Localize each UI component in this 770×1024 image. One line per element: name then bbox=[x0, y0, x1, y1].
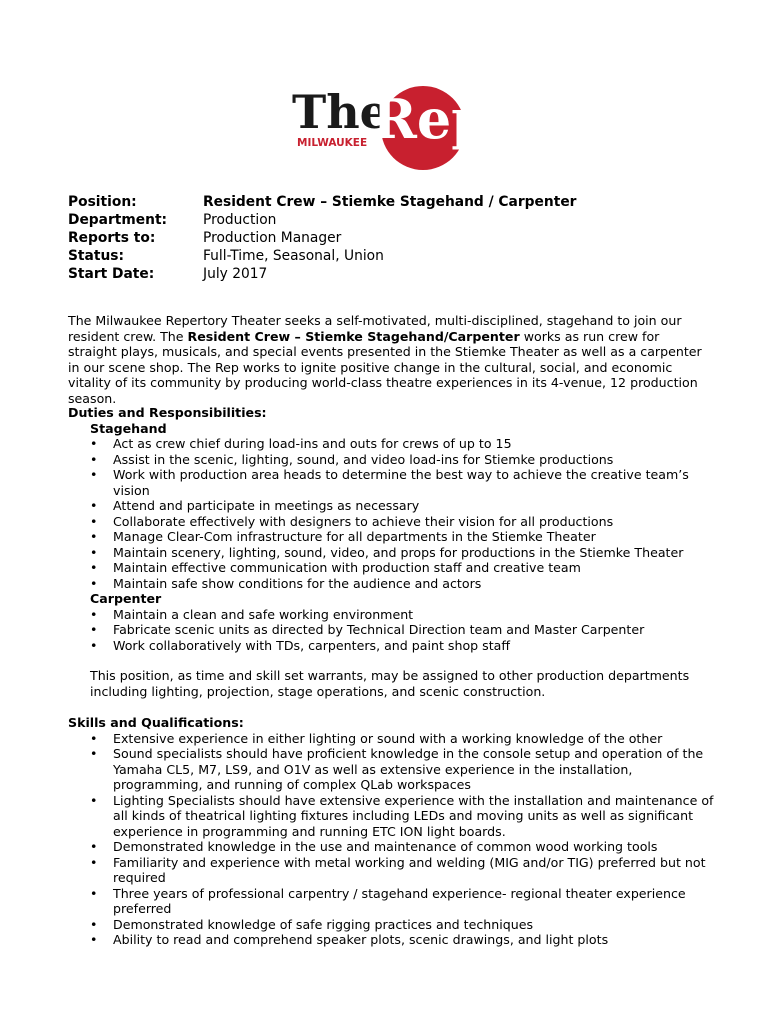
list-item-text: Manage Clear-Com infrastructure for all departments in the Stiemke Theater bbox=[113, 529, 596, 544]
bullet: • bbox=[90, 637, 98, 653]
list-item-text: Sound specialists should have proficient knowledge in the console setup and operation of the Yamaha CL5, M7, LS9, and O1V as well as extensive experience in the installation, programming, and running of complex QLab workspaces bbox=[113, 746, 704, 792]
meta-value: Production Manager bbox=[203, 230, 342, 246]
list-item bbox=[68, 498, 718, 514]
duties-section bbox=[68, 405, 718, 699]
meta-row-department bbox=[68, 211, 718, 229]
list-item bbox=[68, 514, 718, 530]
list-item bbox=[68, 622, 718, 638]
intro-text-after: works as run crew for straight plays, musicals, and special events presented in the Stiemke Theater as well as a carpenter in our scene shop. The Rep works to ignite positive change in the cultural, social, and economic vitality of its community by producing world-class theatre experiences in its 4-venue, 12 production season. bbox=[68, 328, 702, 406]
bullet: • bbox=[90, 932, 98, 947]
meta-value: Full-Time, Seasonal, Union bbox=[203, 248, 384, 264]
list-item-text: Ability to read and comprehend speaker plots, scenic drawings, and light plots bbox=[113, 932, 609, 947]
list-item-text: Maintain a clean and safe working environment bbox=[113, 606, 414, 622]
list-item bbox=[68, 576, 718, 592]
logo-the-text: The bbox=[292, 85, 389, 139]
meta-label: Position: bbox=[68, 194, 137, 210]
meta-label: Reports to: bbox=[68, 230, 156, 246]
meta-label: Start Date: bbox=[68, 266, 155, 282]
meta-row-status bbox=[68, 247, 718, 265]
list-item bbox=[68, 746, 718, 793]
list-item-text: Familiarity and experience with metal working and welding (MIG and/or TIG) preferred but not required bbox=[113, 854, 706, 885]
list-item-text: Act as crew chief during load-ins and outs for crews of up to 15 bbox=[113, 436, 512, 451]
logo-graphic bbox=[292, 78, 478, 170]
list-item bbox=[68, 436, 718, 452]
list-item bbox=[68, 607, 718, 623]
stagehand-title: Stagehand bbox=[90, 420, 167, 436]
bullet: • bbox=[90, 792, 98, 808]
list-item-text: Work with production area heads to determine the best way to achieve the creative team’s vision bbox=[113, 467, 689, 498]
list-item-text: Maintain scenery, lighting, sound, video, and props for productions in the Stiemke Theater bbox=[113, 544, 684, 560]
intro-paragraph bbox=[68, 313, 708, 406]
assignment-note: This position, as time and skill set warrants, may be assigned to other production departments including lighting, projection, stage operations, and scenic construction. bbox=[90, 668, 690, 699]
the-rep-logo bbox=[292, 78, 478, 170]
meta-label: Department: bbox=[68, 212, 168, 228]
list-item bbox=[68, 855, 718, 886]
list-item-text: Work collaboratively with TDs, carpenters, and paint shop staff bbox=[113, 637, 511, 653]
list-item-text: Extensive experience in either lighting or sound with a working knowledge of the other bbox=[113, 730, 663, 746]
bullet: • bbox=[90, 606, 98, 622]
stagehand-list bbox=[68, 436, 718, 591]
carpenter-title: Carpenter bbox=[90, 591, 162, 606]
bullet: • bbox=[90, 513, 98, 529]
intro-text-bold: Resident Crew – Stiemke Stagehand/Carpenter bbox=[187, 328, 520, 344]
list-item bbox=[68, 560, 718, 576]
carpenter-list bbox=[68, 607, 718, 654]
meta-row-start-date bbox=[68, 265, 718, 283]
list-item bbox=[68, 793, 718, 840]
list-item-text: Demonstrated knowledge in the use and maintenance of common wood working tools bbox=[113, 839, 658, 854]
bullet: • bbox=[90, 498, 98, 513]
list-item-text: Collaborate effectively with designers to achieve their vision for all productions bbox=[113, 513, 614, 529]
list-item bbox=[68, 638, 718, 654]
bullet: • bbox=[90, 622, 98, 637]
bullet: • bbox=[90, 451, 98, 467]
meta-value: Resident Crew – Stiemke Stagehand / Carpenter bbox=[203, 194, 577, 210]
bullet: • bbox=[90, 560, 98, 575]
list-item bbox=[68, 467, 718, 498]
logo-rep-text: Rep bbox=[372, 87, 478, 151]
list-item bbox=[68, 886, 718, 917]
meta-value: Production bbox=[203, 212, 277, 228]
bullet: • bbox=[90, 436, 98, 451]
list-item bbox=[68, 932, 718, 948]
meta-row-position bbox=[68, 193, 718, 211]
list-item bbox=[68, 731, 718, 747]
job-meta bbox=[68, 193, 718, 283]
list-item-text: Lighting Specialists should have extensive experience with the installation and maintenance of all kinds of theatrical lighting fixtures including LEDs and moving units as well as significant experience in programming and running ETC ION light boards. bbox=[113, 792, 714, 839]
list-item-text: Assist in the scenic, lighting, sound, and video load-ins for Stiemke productions bbox=[113, 451, 614, 467]
bullet: • bbox=[90, 730, 98, 746]
skills-list bbox=[68, 731, 718, 948]
list-item-text: Fabricate scenic units as directed by Technical Direction team and Master Carpenter bbox=[113, 622, 645, 637]
logo-city-text: MILWAUKEE bbox=[297, 137, 368, 149]
meta-row-reports-to bbox=[68, 229, 718, 247]
list-item-text: Maintain effective communication with production staff and creative team bbox=[113, 560, 581, 575]
list-item-text: Three years of professional carpentry / stagehand experience- regional theater experience preferred bbox=[113, 885, 686, 916]
bullet: • bbox=[90, 916, 98, 932]
bullet: • bbox=[90, 839, 98, 854]
meta-label: Status: bbox=[68, 248, 124, 264]
bullet: • bbox=[90, 529, 98, 544]
skills-section bbox=[68, 715, 718, 948]
list-item bbox=[68, 839, 718, 855]
meta-value: July 2017 bbox=[203, 266, 268, 282]
bullet: • bbox=[90, 746, 98, 761]
skills-title: Skills and Qualifications: bbox=[68, 715, 244, 730]
list-item-text: Demonstrated knowledge of safe rigging practices and techniques bbox=[113, 916, 534, 932]
bullet: • bbox=[90, 467, 98, 482]
bullet: • bbox=[90, 885, 98, 901]
intro-text-before: The Milwaukee Repertory Theater seeks a self-motivated, multi-disciplined, stagehand to join our resident crew. The bbox=[68, 313, 682, 344]
list-item-text: Maintain safe show conditions for the audience and actors bbox=[113, 575, 482, 591]
duties-title: Duties and Responsibilities: bbox=[68, 405, 267, 420]
list-item bbox=[68, 452, 718, 468]
bullet: • bbox=[90, 854, 98, 870]
list-item bbox=[68, 545, 718, 561]
list-item bbox=[68, 529, 718, 545]
list-item-text: Attend and participate in meetings as necessary bbox=[113, 498, 420, 513]
list-item bbox=[68, 917, 718, 933]
bullet: • bbox=[90, 575, 98, 591]
bullet: • bbox=[90, 544, 98, 560]
